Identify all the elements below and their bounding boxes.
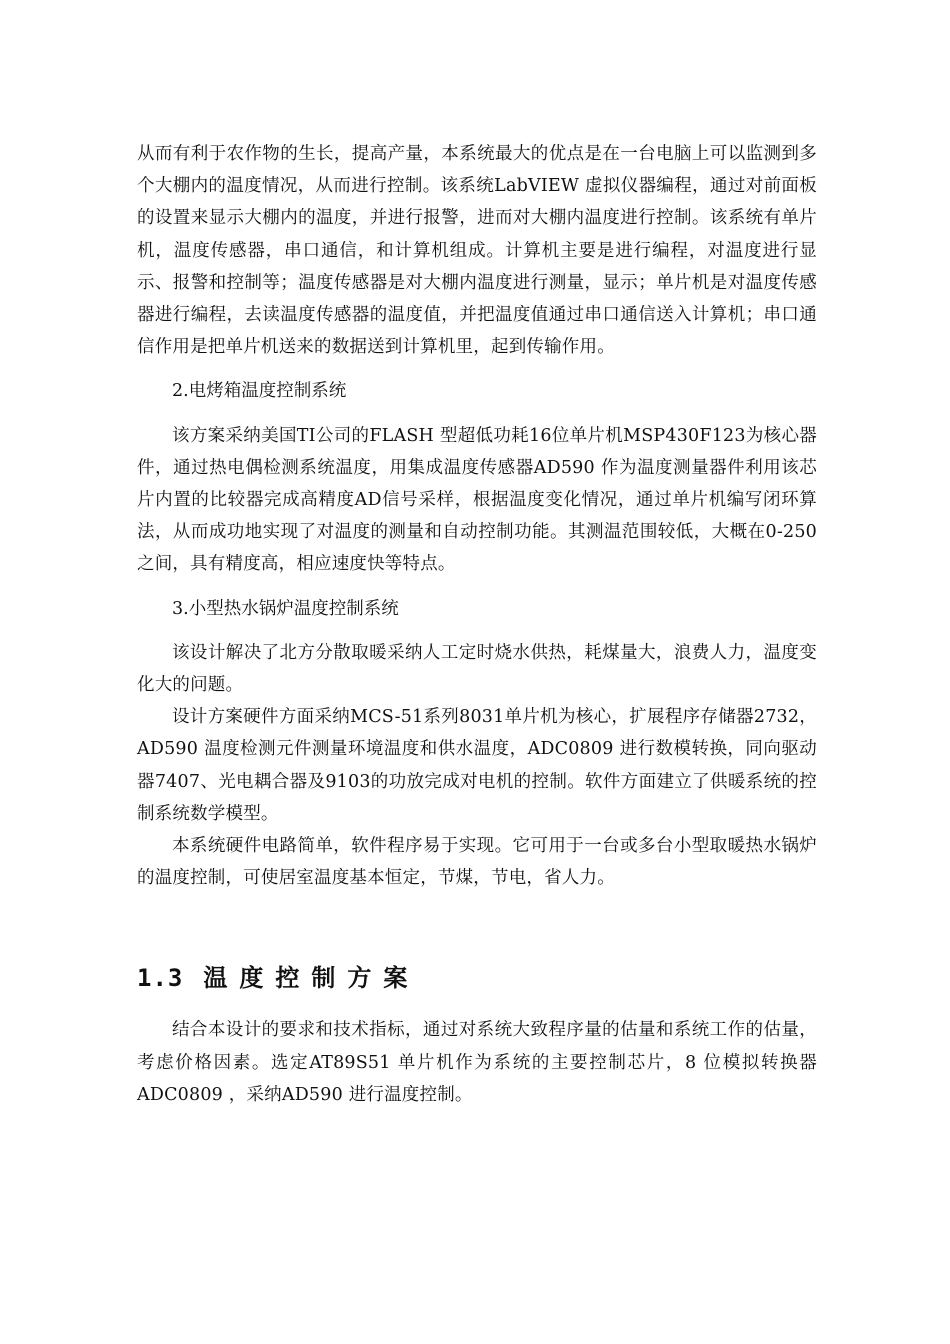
section-number: 1.3: [137, 964, 184, 993]
paragraph-greenhouse-system: 从而有利于农作物的生长，提高产量，本系统最大的优点是在一台电脑上可以监测到多个大棚内的温度情况，从而进行控制。该系统LabVIEW 虚拟仪器编程，通过对前面板的设置来显示大棚内的温度，并进行报警，进而对大棚内温度进行控制。该系统有单片机，温度传感器，串口通信，和计算机组成。计算机主要是进行编程，对温度进行显示、报警和控制等；温度传感器是对大棚内温度进行测量，显示；单片机是对温度传感器进行编程，去读温度传感器的温度值，并把温度值通过串口通信送入计算机；串口通信作用是把单片机送来的数据送到计算机里，起到传输作用。: [137, 144, 817, 358]
subheading-boiler-control: 3.小型热水锅炉温度控制系统: [172, 598, 399, 619]
subheading-oven-control: 2.电烤箱温度控制系统: [172, 381, 347, 402]
paragraph-boiler-summary: 本系统硬件电路简单，软件程序易于实现。它可用于一台或多台小型取暖热水锅炉的温度控制，可使居室温度基本恒定，节煤，节电，省人力。: [137, 836, 817, 889]
document-page: [137, 138, 817, 1111]
paragraph-boiler-hardware: 设计方案硬件方面采纳MCS-51系列8031单片机为核心，扩展程序存储器2732，AD590 温度检测元件测量环境温度和供水温度，ADC0809 进行数模转换，同向驱动器7407、光电耦合器及9103的功放完成对电机的控制。软件方面建立了供暖系统的控制系统数学模型。: [137, 707, 817, 824]
paragraph-boiler-problem: 该设计解决了北方分散取暖采纳人工定时烧水供热，耗煤量大，浪费人力，温度变化大的问题。: [137, 642, 817, 696]
section-heading: [137, 958, 817, 998]
section-title: 温度控制方案: [203, 963, 420, 993]
paragraph-control-plan: 结合本设计的要求和技术指标，通过对系统大致程序量的估量和系统工作的估量，考虑价格因素。选定AT89S51 单片机作为系统的主要控制芯片，8 位模拟转换器ADC0809 ，采纳AD590 进行温度控制。: [137, 1020, 817, 1105]
paragraph-oven-control: 该方案采纳美国TI公司的FLASH 型超低功耗16位单片机MSP430F123为核心器件，通过热电偶检测系统温度，用集成温度传感器AD590 作为温度测量器件利用该芯片内置的比较器完成高精度AD信号采样，根据温度变化情况，通过单片机编写闭环算法，从而成功地实现了对温度的测量和自动控制功能。其测温范围较低，大概在0-250 之间，具有精度高，相应速度快等特点。: [137, 425, 817, 575]
